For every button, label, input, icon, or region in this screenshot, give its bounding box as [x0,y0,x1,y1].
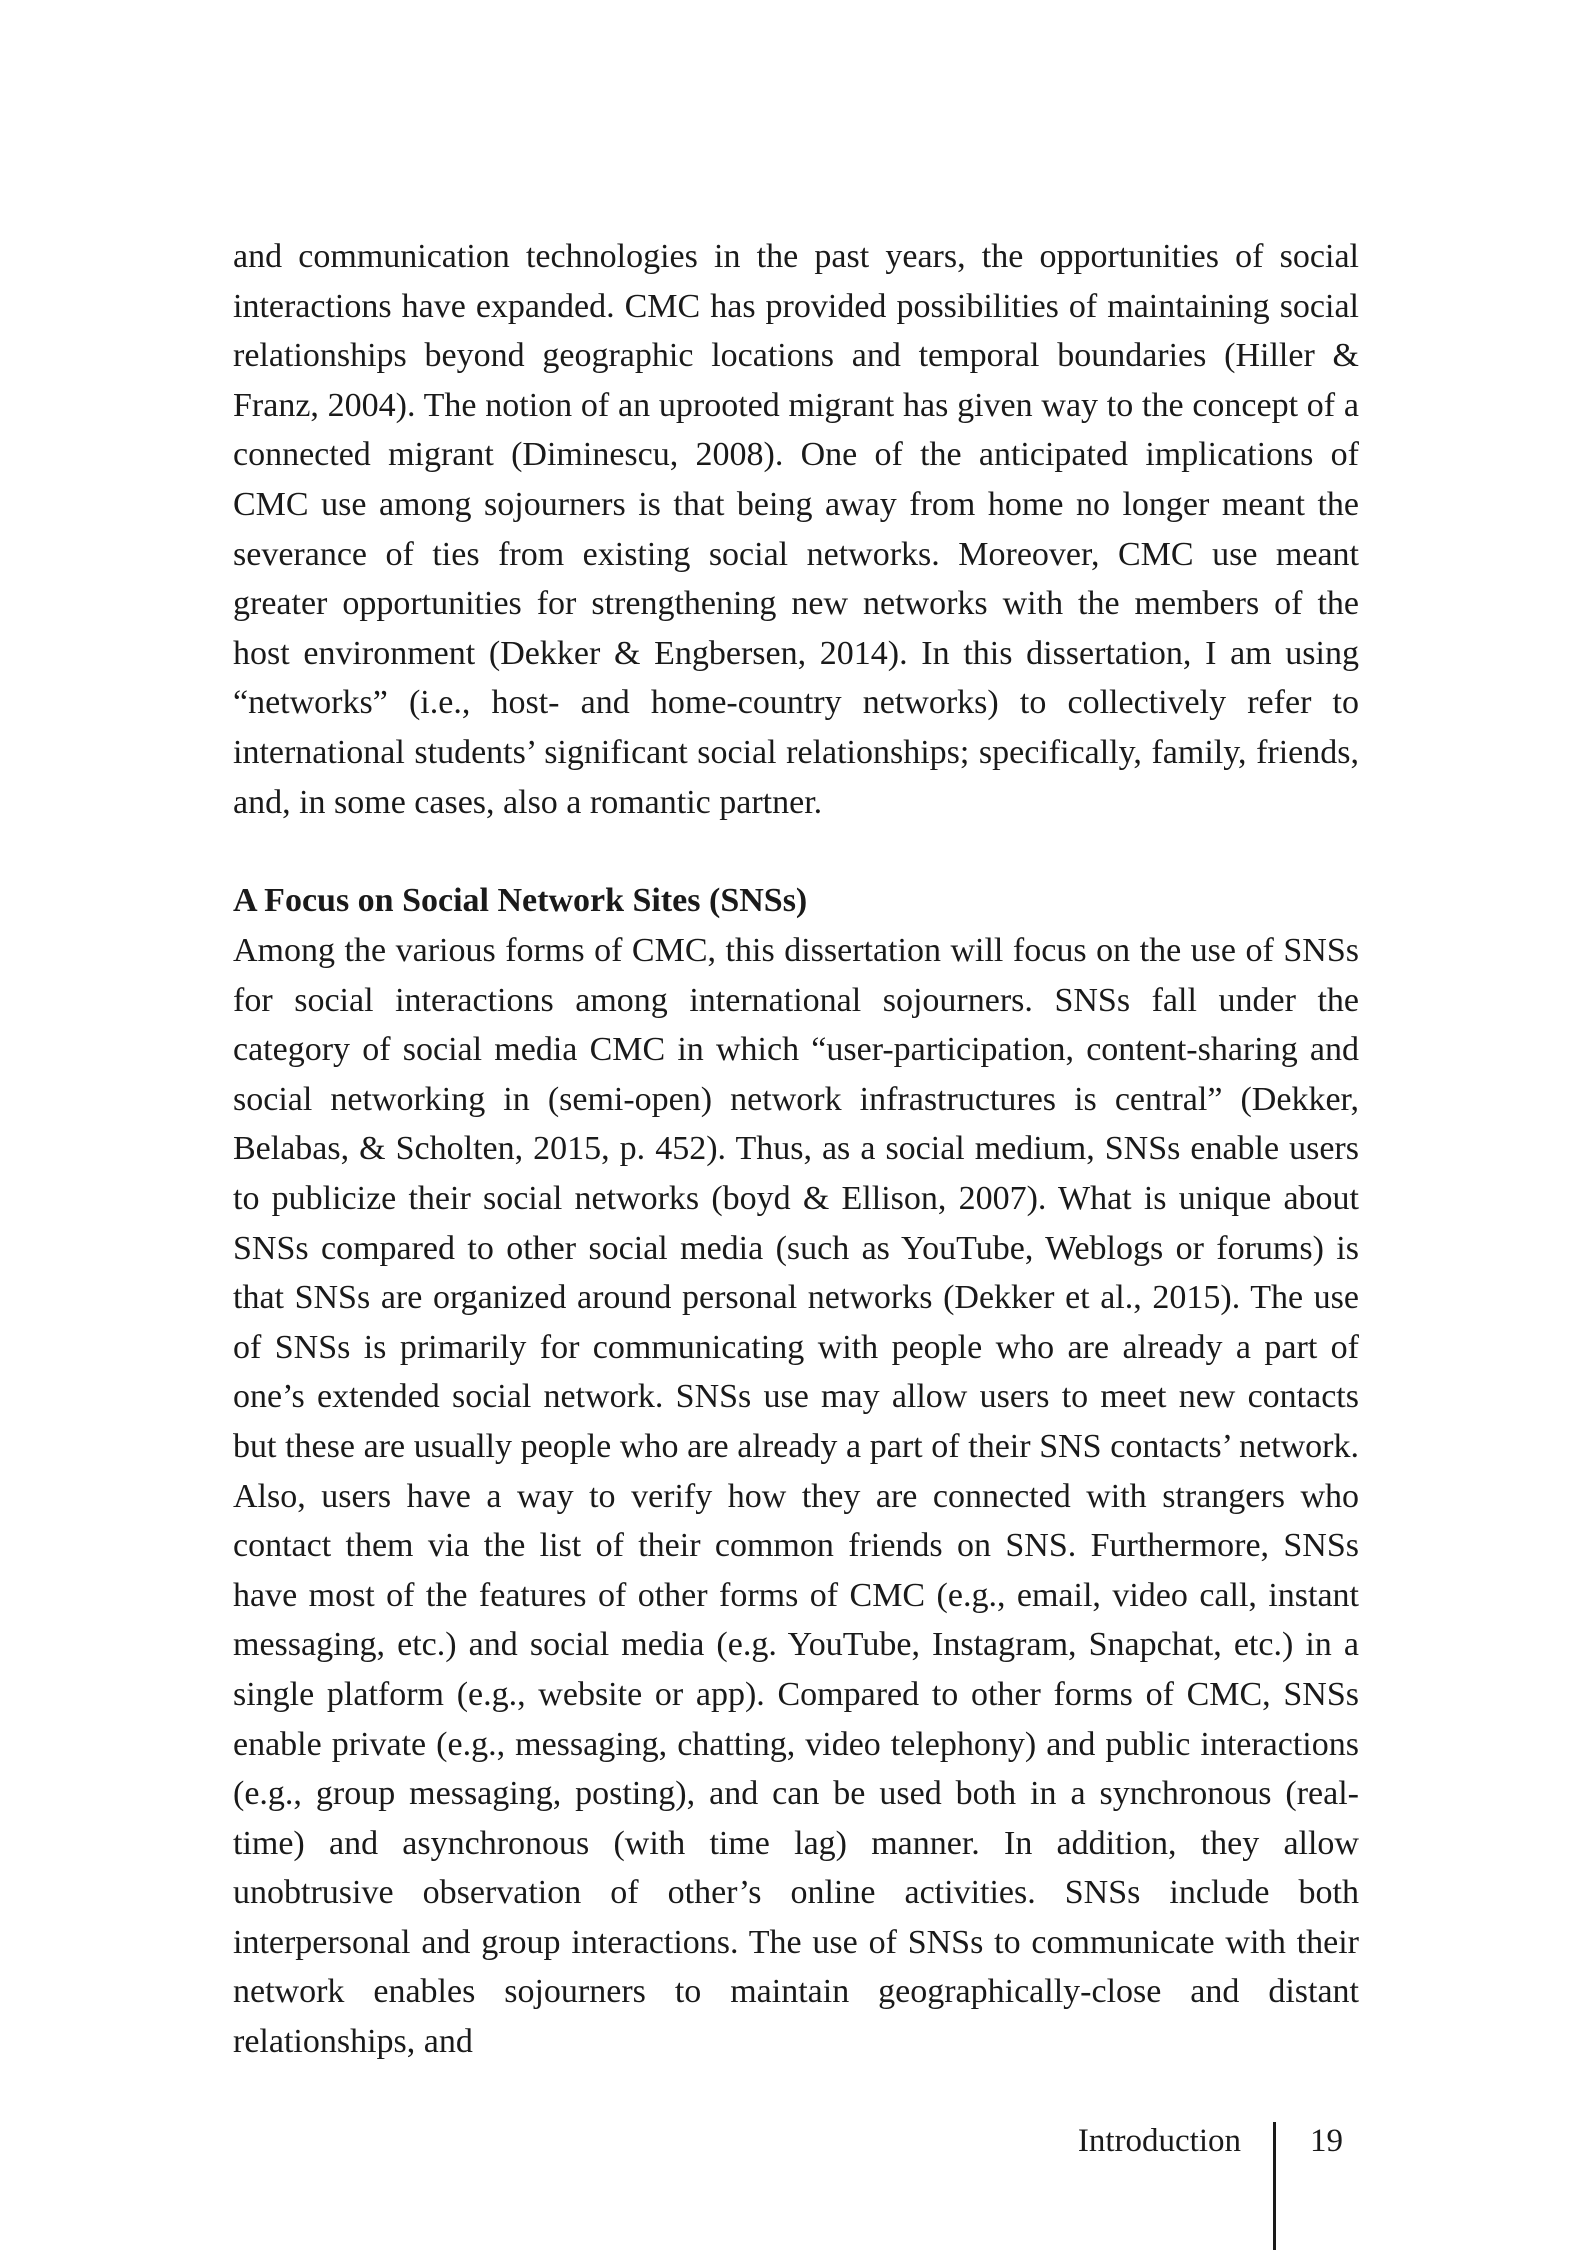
section-heading: A Focus on Social Network Sites (SNSs) [233,882,808,919]
footer-divider-line [1273,2122,1276,2250]
running-footer-section: Introduction [1077,2123,1241,2159]
page-number: 19 [1310,2123,1343,2159]
body-paragraph-2: Among the various forms of CMC, this dissertation will focus on the use of SNSs for social interactions among international sojourners. SNSs fall under the category of social media CMC in which “user-participation, content-sharing and social networking in (semi-open) network infrastructures is central” (Dekker, Belabas, & Scholten, 2015, p. 452). Thus, as a social medium, SNSs enable users to publicize their social networks (boyd & Ellison, 2007). What is unique about SNSs compared to other social media (such as YouTube, Weblogs or forums) is that SNSs are organized around personal networks (Dekker et al., 2015). The use of SNSs is primarily for communicating with people who are already a part of one’s extended social network. SNSs use may allow users to meet new contacts but these are usually people who are already a part of their SNS contacts’ network. Also, users have a way to verify how they are connected with strangers who contact them via the list of their common friends on SNS. Furthermore, SNSs have most of the features of other forms of CMC (e.g., email, video call, instant messaging, etc.) and social media (e.g. YouTube, Instagram, Snapchat, etc.) in a single platform (e.g., website or app). Compared to other forms of CMC, SNSs enable private (e.g., messaging, chatting, video telephony) and public interactions (e.g., group messaging, posting), and can be used both in a synchronous (real-time) and asynchronous (with time lag) manner. In addition, they allow unobtrusive observation of other’s online activities. SNSs include both interpersonal and group interactions. The use of SNSs to communicate with their network enables sojourners to maintain geographically-close and distant relationships, and [233,932,1359,2061]
body-paragraph-1: and communication technologies in the past years, the opportunities of social interactions have expanded. CMC has provided possibilities of maintaining social relationships beyond geographic locations and temporal boundaries (Hiller & Franz, 2004). The notion of an uprooted migrant has given way to the concept of a connected migrant (Diminescu, 2008). One of the anticipated implications of CMC use among sojourners is that being away from home no longer meant the severance of ties from existing social networks. Moreover, CMC use meant greater opportunities for strengthening new networks with the members of the host environment (Dekker & Engbersen, 2014). In this dissertation, I am using “networks” (i.e., host- and home-country networks) to collectively refer to international students’ significant social relationships; specifically, family, friends, and, in some cases, also a romantic partner. [233,238,1359,821]
